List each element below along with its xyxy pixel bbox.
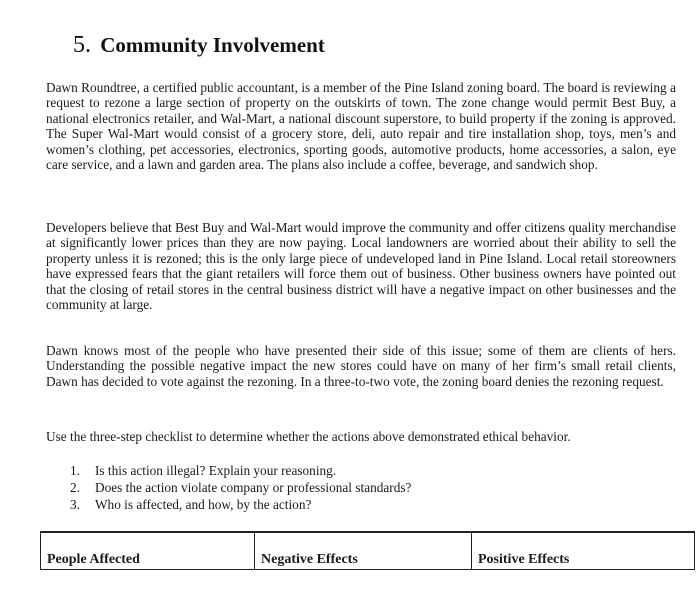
question-item (70, 479, 411, 496)
question-item (70, 462, 411, 479)
paragraph-stakeholders: Developers believe that Best Buy and Wal-Mart would improve the community and offer citizens quality merchandise at significantly lower prices than they are now paying. Local landowners are worried about their ability to sell the property unless it is rezoned; this is the only large piece of undeveloped land in Pine Island. Local retail storeowners have expressed fears that the giant retailers will force them out of business. Other business owners have pointed out that the closing of retail stores in the central business district will have a negative impact on other businesses and the community at large. (46, 220, 676, 313)
question-text: Who is affected, and how, by the action? (95, 497, 312, 512)
question-text: Is this action illegal? Explain your reasoning. (95, 463, 337, 478)
section-number: 5. (73, 32, 91, 58)
effects-table (40, 531, 695, 570)
question-text: Does the action violate company or professional standards? (95, 480, 412, 495)
header-people-affected: People Affected (41, 532, 255, 570)
question-item (70, 496, 411, 513)
question-number: 2. (70, 480, 80, 495)
table-header-row (41, 532, 695, 570)
header-negative-effects: Negative Effects (255, 532, 472, 570)
question-number: 1. (70, 463, 80, 478)
question-list (70, 462, 411, 513)
header-positive-effects: Positive Effects (472, 532, 695, 570)
section-title: Community Involvement (100, 33, 325, 57)
section-heading (73, 32, 325, 59)
paragraph-instruction: Use the three-step checklist to determine whether the actions above demonstrated ethical behavior. (46, 429, 571, 444)
paragraph-decision: Dawn knows most of the people who have presented their side of this issue; some of them are clients of hers. Understanding the possible negative impact the new stores could have on many of her firm’s small retail clients, Dawn has decided to vote against the rezoning. In a three-to-two vote, the zoning board denies the rezoning request. (46, 343, 676, 389)
paragraph-background: Dawn Roundtree, a certified public accountant, is a member of the Pine Island zoning board. The board is reviewing a request to rezone a large section of property on the outskirts of town. The zone change would permit Best Buy, a national electronics retailer, and Wal-Mart, a national discount superstore, to build property if the zoning is approved. The Super Wal-Mart would consist of a grocery store, deli, auto repair and tire installation shop, toys, men’s and women’s clothing, pet accessories, electronics, sporting goods, automotive products, home accessories, a salon, eye care service, and a lawn and garden area. The plans also include a coffee, beverage, and sandwich shop. (46, 80, 676, 173)
question-number: 3. (70, 497, 80, 512)
